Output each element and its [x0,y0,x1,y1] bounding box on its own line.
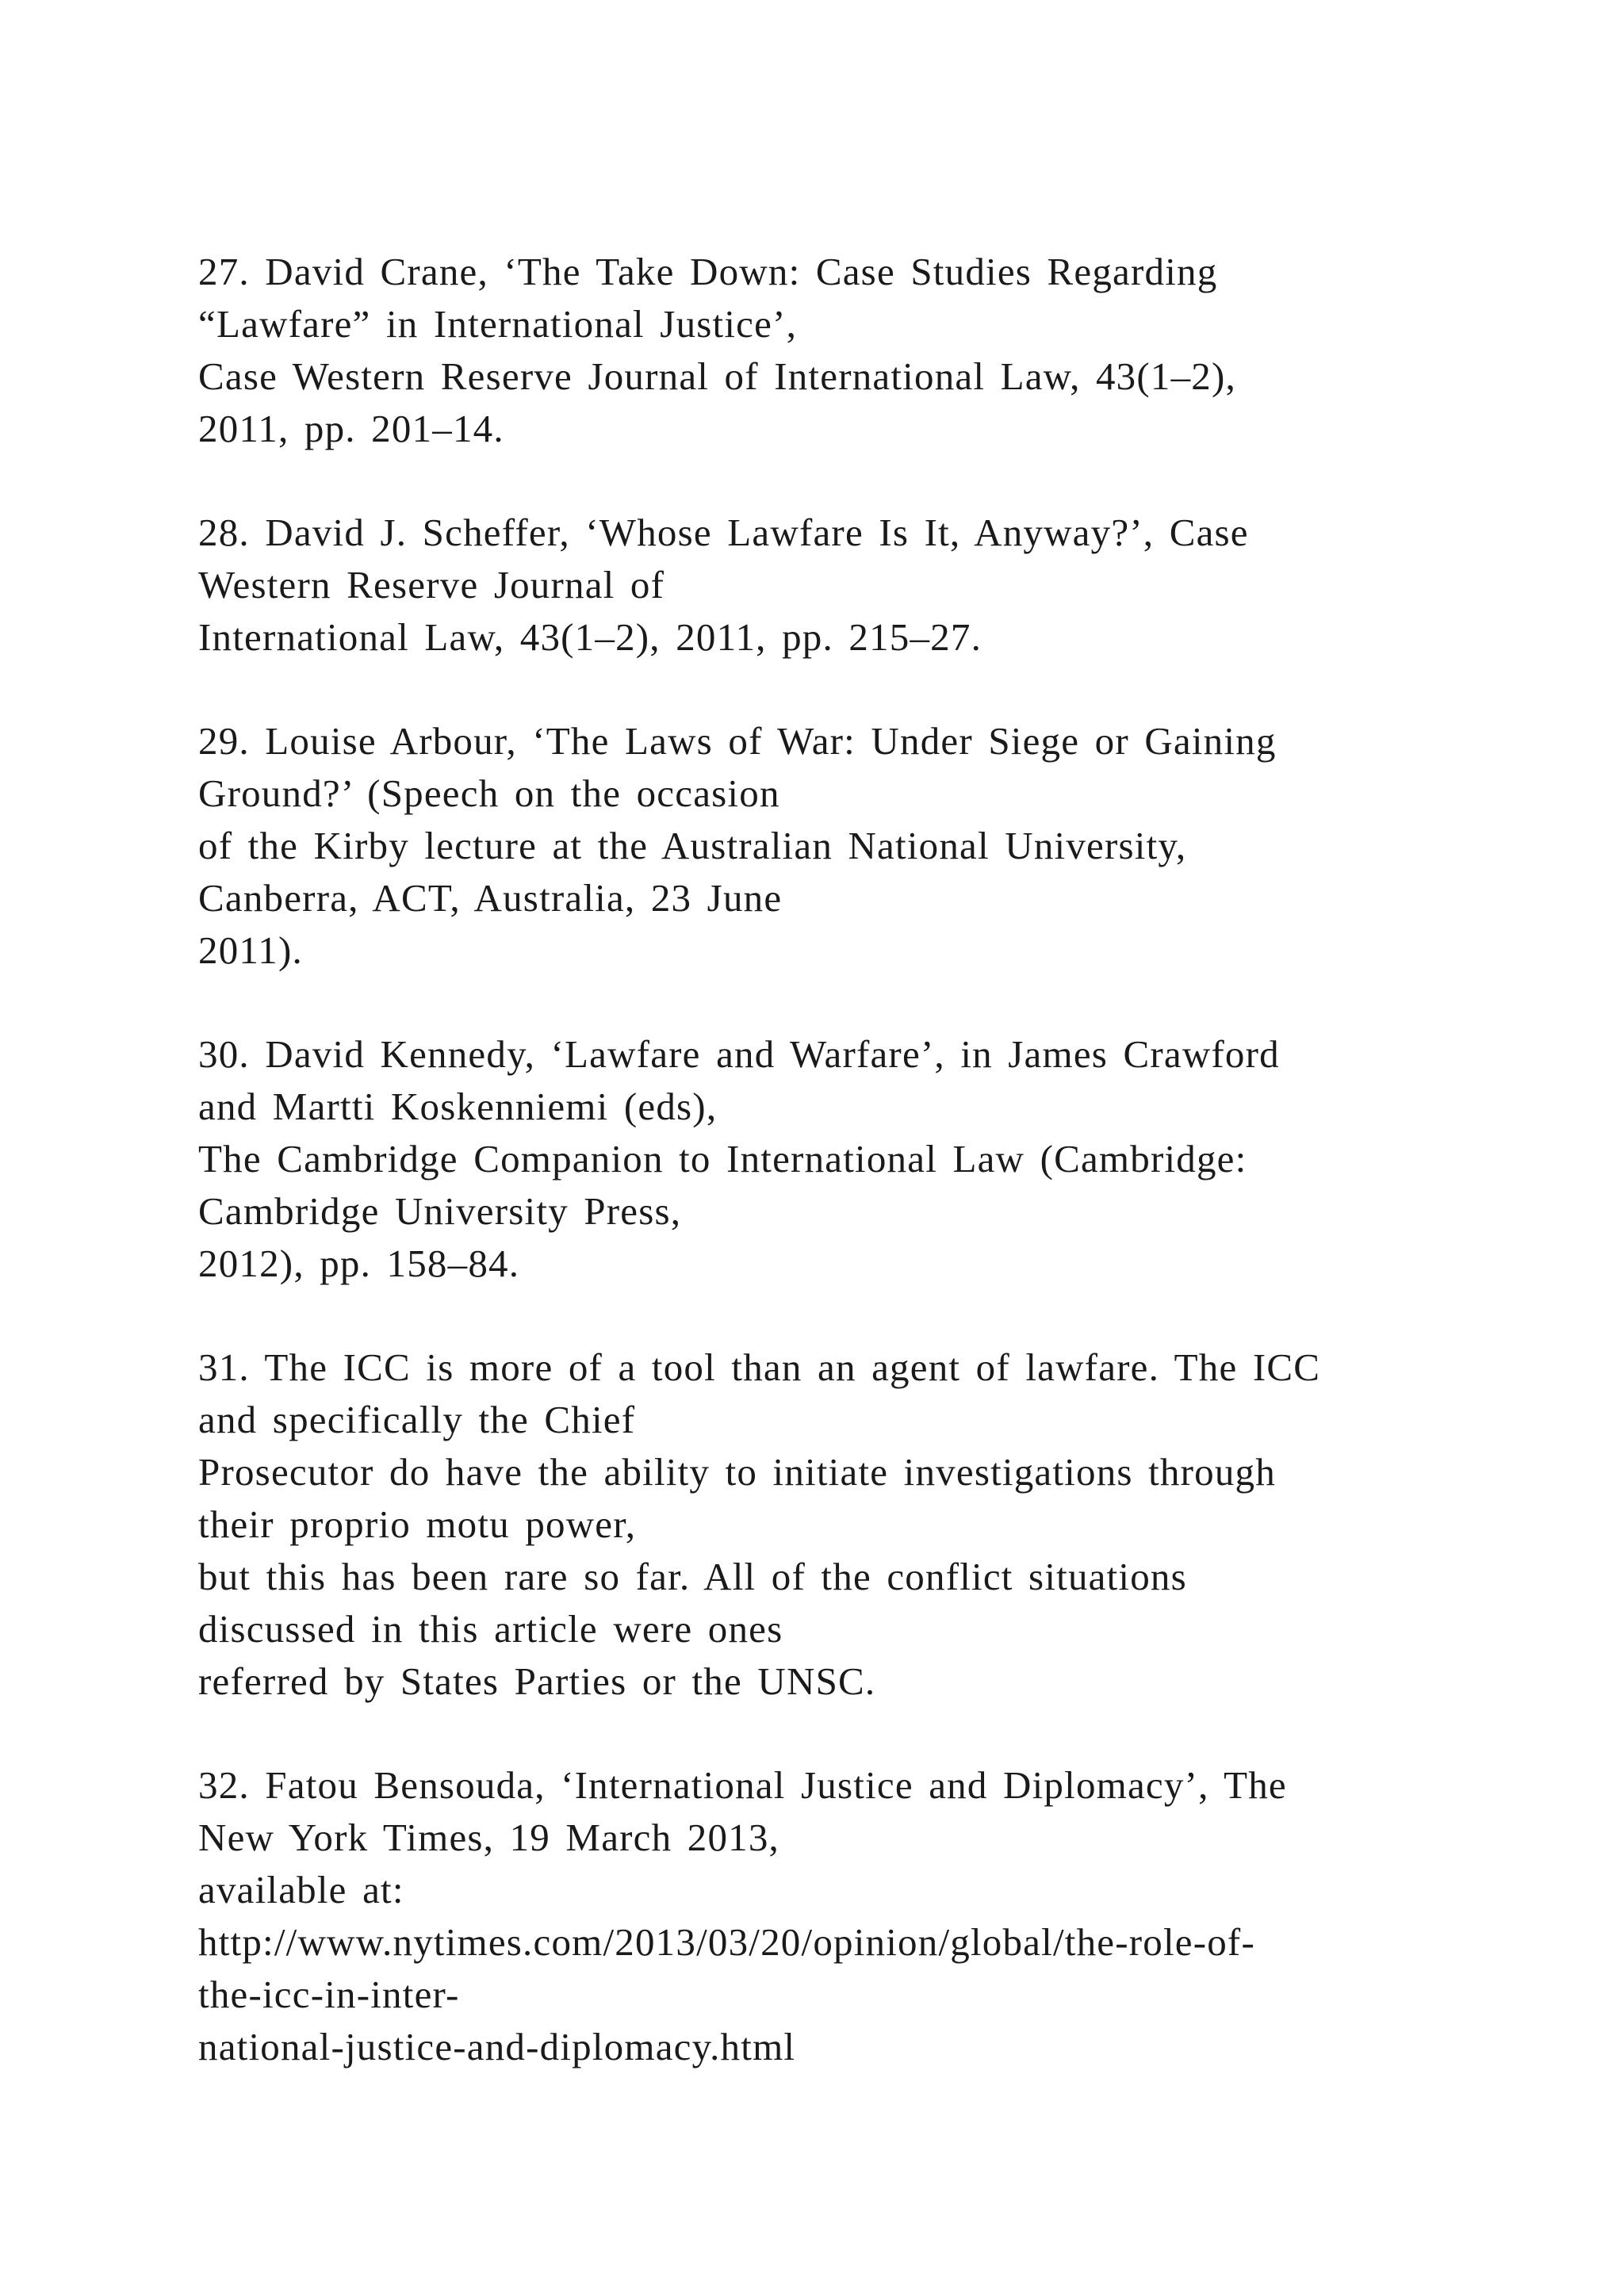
note-line: 28. David J. Scheffer, ‘Whose Lawfare Is It, Anyway?’, Case [198,511,1249,554]
note-line: 2011). [198,928,303,972]
note-line: 31. The ICC is more of a tool than an agent of lawfare. The ICC [198,1345,1321,1389]
note-line: but this has been rare so far. All of the conflict situations [198,1555,1187,1598]
note-line: “Lawfare” in International Justice’, [198,302,798,346]
note-line: Canberra, ACT, Australia, 23 June [198,876,783,920]
note-line: 2011, pp. 201–14. [198,407,504,450]
note-line: 30. David Kennedy, ‘Lawfare and Warfare’, in James Crawford [198,1032,1280,1076]
note-line: discussed in this article were ones [198,1607,783,1651]
note-line: The Cambridge Companion to International Law (Cambridge: [198,1137,1247,1181]
note-line: and Martti Koskenniemi (eds), [198,1085,718,1128]
endnote-31 [198,1341,1499,1708]
note-line: Ground?’ (Speech on the occasion [198,771,780,815]
note-line: Cambridge University Press, [198,1189,682,1233]
note-line: Prosecutor do have the ability to initiate investigations through [198,1450,1276,1494]
note-line: and specifically the Chief [198,1398,636,1441]
note-line: Case Western Reserve Journal of International Law, 43(1–2), [198,354,1236,398]
endnote-27 [198,246,1499,455]
endnote-29 [198,715,1499,977]
note-url-line: national-justice-and-diplomacy.html [198,2025,796,2068]
document-page [198,246,1499,2073]
note-line: of the Kirby lecture at the Australian National University, [198,824,1187,867]
endnote-32 [198,1759,1499,2073]
note-line: 29. Louise Arbour, ‘The Laws of War: Under Siege or Gaining [198,719,1277,763]
note-line: Western Reserve Journal of [198,563,665,607]
note-line: their proprio motu power, [198,1502,637,1546]
note-line: available at: [198,1868,404,1911]
note-line: referred by States Parties or the UNSC. [198,1659,876,1703]
note-line: 27. David Crane, ‘The Take Down: Case Studies Regarding [198,250,1218,293]
note-url-line: the-icc-in-inter- [198,1973,460,2016]
note-line: New York Times, 19 March 2013, [198,1816,780,1859]
note-line: 32. Fatou Bensouda, ‘International Justice and Diplomacy’, The [198,1763,1287,1807]
endnote-30 [198,1028,1499,1290]
endnote-28 [198,507,1499,664]
note-line: 2012), pp. 158–84. [198,1242,520,1285]
note-url-line: http://www.nytimes.com/2013/03/20/opinion/global/the-role-of- [198,1920,1255,1964]
note-line: International Law, 43(1–2), 2011, pp. 215–27. [198,615,982,659]
